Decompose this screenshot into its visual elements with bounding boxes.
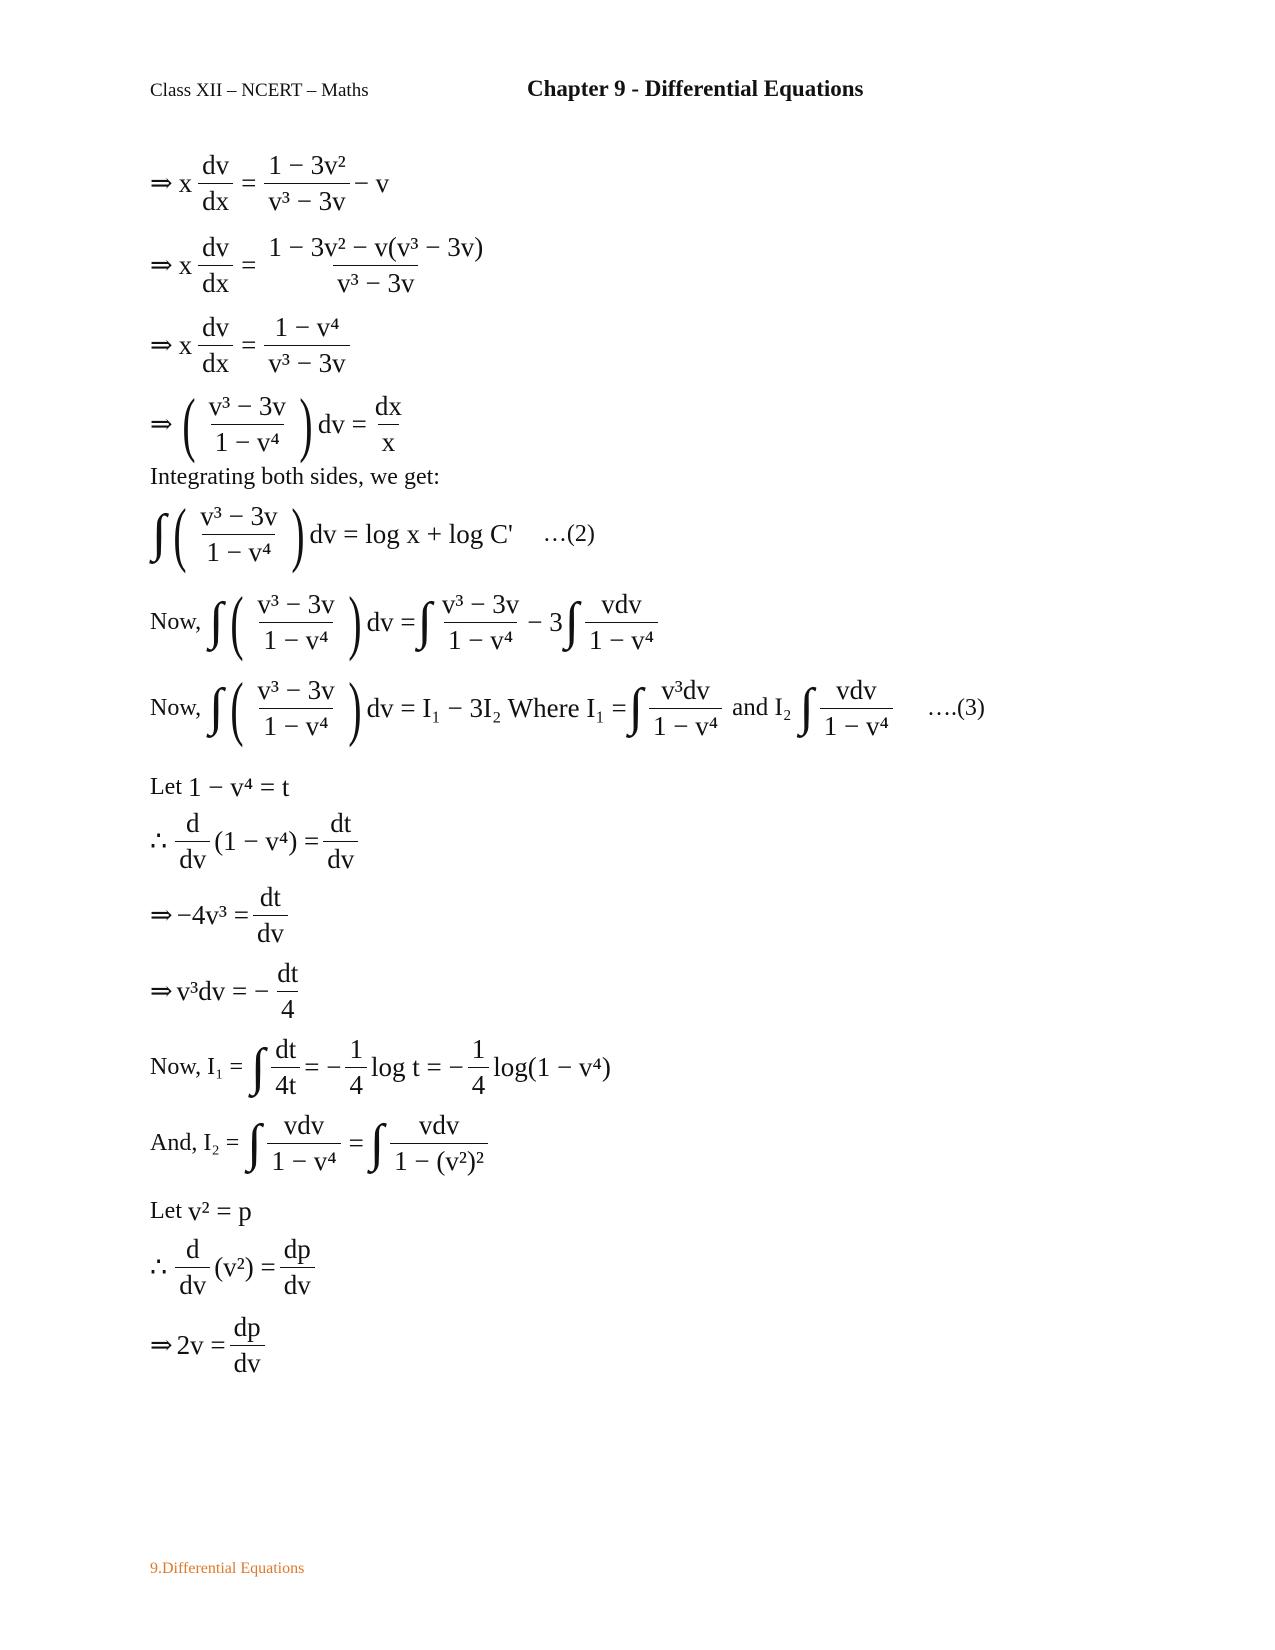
denominator: 4: [468, 1067, 490, 1101]
denominator: dv: [280, 1267, 315, 1301]
fraction-1: [267, 1110, 340, 1177]
denominator: dv: [230, 1345, 265, 1379]
numerator: dt: [330, 808, 352, 838]
integral-symbol: ∫: [564, 593, 579, 650]
numerator: vdv: [418, 1110, 460, 1140]
mid-2: log t = −: [370, 1052, 464, 1082]
numerator: 1: [471, 1034, 486, 1064]
expression: v² = p: [187, 1196, 252, 1226]
denominator: 1 − v⁴: [259, 622, 332, 656]
fraction-integrand: [205, 391, 290, 458]
fraction-2: [438, 589, 523, 656]
middle-term: dv =: [366, 606, 416, 637]
middle-term: dv = I₁ − 3I₂ Where I₁ =: [366, 692, 627, 723]
fraction-dx-x: [371, 391, 406, 458]
denominator: 1 − v⁴: [211, 424, 284, 458]
numerator: 1 − v⁴: [274, 312, 340, 342]
right-paren: ): [348, 582, 362, 662]
equation-3: [150, 312, 354, 379]
right-paren: ): [290, 494, 305, 574]
implies-symbol: ⇒: [150, 330, 173, 360]
equals: =: [241, 330, 257, 360]
denominator: v³ − 3v: [333, 265, 418, 299]
equals: =: [241, 168, 257, 198]
fraction-dp-dv: [230, 1312, 265, 1379]
equals: =: [348, 1128, 364, 1158]
equation-10: [150, 882, 292, 949]
numerator: vdv: [283, 1110, 325, 1140]
equation-11: [150, 958, 306, 1025]
footer-text: 9.Differential Equations: [150, 1560, 305, 1577]
equation-1: [150, 150, 389, 217]
left-paren: (: [230, 668, 244, 748]
equation-12: [150, 1034, 611, 1101]
implies-symbol: ⇒: [150, 900, 173, 930]
fraction-integrand: [253, 589, 338, 656]
numerator: dp: [283, 1234, 311, 1264]
var-x: x: [178, 168, 193, 198]
right-paren: ): [348, 668, 362, 748]
numerator: d: [185, 1234, 200, 1264]
equation-tag: ….(3): [926, 694, 985, 721]
numerator: dt: [277, 958, 299, 988]
numerator: vdv: [601, 588, 642, 619]
denominator: 4: [345, 1067, 367, 1101]
fraction-integrand: [253, 675, 338, 742]
label-now: Now,: [150, 694, 202, 721]
fraction-d-dv: [175, 808, 210, 875]
denominator: 4: [277, 991, 299, 1025]
fraction-quarter-2: [468, 1034, 490, 1101]
equation-4: [150, 384, 410, 464]
fraction-integrand: [196, 501, 281, 568]
fraction-dt-4t: [271, 1034, 300, 1101]
equation-15: [150, 1234, 319, 1301]
denominator: 1 − v⁴: [585, 622, 658, 656]
implies-symbol: ⇒: [150, 408, 173, 439]
fraction-3: [585, 589, 658, 656]
var-x: x: [178, 330, 193, 360]
denominator: 1 − (v²)²: [390, 1143, 488, 1177]
fraction-rhs: [264, 150, 349, 217]
fraction-quarter: [345, 1034, 367, 1101]
equation-5: [150, 494, 595, 574]
equation-14: [150, 1196, 252, 1227]
numerator: v³ − 3v: [257, 588, 335, 619]
therefore-symbol: ∴: [150, 826, 168, 856]
fraction-dvdx: [198, 150, 233, 217]
var-x: x: [178, 250, 193, 280]
numerator: vdv: [836, 674, 877, 705]
minus-three: − 3: [527, 606, 563, 637]
header-course: Class XII – NCERT – Maths: [150, 80, 369, 101]
paren-term: (v²) =: [214, 1252, 276, 1282]
denominator: dx: [198, 183, 233, 217]
and-i2: and I₂: [732, 694, 792, 721]
denominator: v³ − 3v: [264, 183, 349, 217]
chapter-title: Chapter 9 - Differential Equations: [527, 76, 864, 101]
fraction-dt-4: [273, 958, 302, 1025]
integrating-text: Integrating both sides, we get:: [150, 464, 440, 490]
numerator: 1 − 3v²: [268, 150, 346, 180]
right-paren: ): [299, 384, 313, 464]
integral-symbol: ∫: [247, 1114, 262, 1172]
fraction-i2: [820, 675, 893, 742]
lhs: v³dv = −: [176, 976, 270, 1006]
therefore-symbol: ∴: [150, 1252, 168, 1282]
implies-symbol: ⇒: [150, 250, 173, 280]
equation-13: [150, 1110, 492, 1177]
numerator: v³dv: [661, 674, 710, 705]
equation-6: [150, 582, 662, 662]
denominator: v³ − 3v: [264, 345, 349, 379]
integral-symbol: ∫: [152, 505, 167, 562]
integral-symbol: ∫: [417, 593, 432, 650]
denominator: dx: [198, 265, 233, 299]
numerator: dt: [275, 1034, 297, 1064]
numerator: d: [185, 808, 200, 838]
numerator: dp: [233, 1312, 261, 1342]
numerator: dv: [202, 312, 230, 342]
integral-symbol: ∫: [628, 679, 644, 736]
denominator: 1 − v⁴: [649, 708, 722, 742]
lhs: −4v³ =: [176, 900, 249, 930]
mid-1: = −: [304, 1052, 342, 1082]
middle-term: dv =: [317, 408, 367, 439]
equation-2: [150, 232, 491, 299]
equation-8: [150, 772, 289, 803]
denominator: dv: [175, 1267, 210, 1301]
fraction-rhs: [264, 232, 487, 299]
left-paren: (: [182, 384, 196, 464]
denominator: dv: [323, 841, 358, 875]
numerator: dv: [202, 232, 230, 262]
equation-9: [150, 808, 362, 875]
fraction-dt-dv: [323, 808, 358, 875]
label-let: Let: [150, 774, 182, 800]
denominator: 1 − v⁴: [820, 708, 893, 742]
fraction-rhs: [264, 312, 349, 379]
fraction-dvdx: [198, 232, 233, 299]
label-now-i1: Now, I₁ =: [150, 1054, 243, 1080]
fraction-dp-dv: [280, 1234, 315, 1301]
lhs: 2v =: [176, 1330, 226, 1360]
denominator: 1 − v⁴: [259, 708, 332, 742]
implies-symbol: ⇒: [150, 1330, 173, 1360]
integral-symbol: ∫: [209, 679, 224, 736]
fraction-dt-dv: [253, 882, 288, 949]
implies-symbol: ⇒: [150, 976, 173, 1006]
expression: 1 − v⁴ = t: [187, 772, 290, 802]
denominator: dv: [253, 915, 288, 949]
integral-symbol: ∫: [251, 1038, 266, 1096]
tail: log(1 − v⁴): [493, 1052, 611, 1082]
equation-16: [150, 1312, 269, 1379]
numerator: dv: [202, 150, 230, 180]
numerator: 1 − 3v² − v(v³ − 3v): [268, 232, 484, 262]
integral-symbol: ∫: [369, 1114, 385, 1172]
denominator: dv: [175, 841, 210, 875]
label-and-i2: And, I₂ =: [150, 1130, 240, 1156]
numerator: v³ − 3v: [441, 588, 520, 619]
equals: =: [241, 250, 257, 280]
label-now: Now,: [150, 608, 202, 635]
paren-term: (1 − v⁴) =: [214, 826, 320, 856]
label-let: Let: [150, 1198, 182, 1224]
fraction-d-dv: [175, 1234, 210, 1301]
tail-term: − v: [353, 168, 390, 198]
numerator: dt: [259, 882, 281, 912]
numerator: 1: [349, 1034, 363, 1064]
numerator: v³ − 3v: [200, 500, 278, 531]
denominator: 4t: [271, 1067, 300, 1101]
denominator: x: [378, 424, 400, 458]
integral-symbol: ∫: [799, 679, 814, 736]
equation-7: [150, 668, 985, 748]
numerator: dx: [374, 390, 402, 421]
numerator: v³ − 3v: [208, 390, 286, 421]
equation-tag: …(2): [542, 520, 595, 547]
denominator: 1 − v⁴: [202, 534, 275, 568]
left-paren: (: [173, 494, 187, 574]
denominator: dx: [198, 345, 233, 379]
rhs: dv = log x + log C': [309, 518, 513, 549]
fraction-dvdx: [198, 312, 233, 379]
fraction-i1: [649, 675, 722, 742]
implies-symbol: ⇒: [150, 168, 173, 198]
denominator: 1 − v⁴: [267, 1143, 340, 1177]
integral-symbol: ∫: [209, 593, 224, 650]
fraction-2: [390, 1110, 488, 1177]
numerator: v³ − 3v: [257, 674, 335, 705]
denominator: 1 − v⁴: [444, 622, 517, 656]
left-paren: (: [230, 582, 244, 662]
